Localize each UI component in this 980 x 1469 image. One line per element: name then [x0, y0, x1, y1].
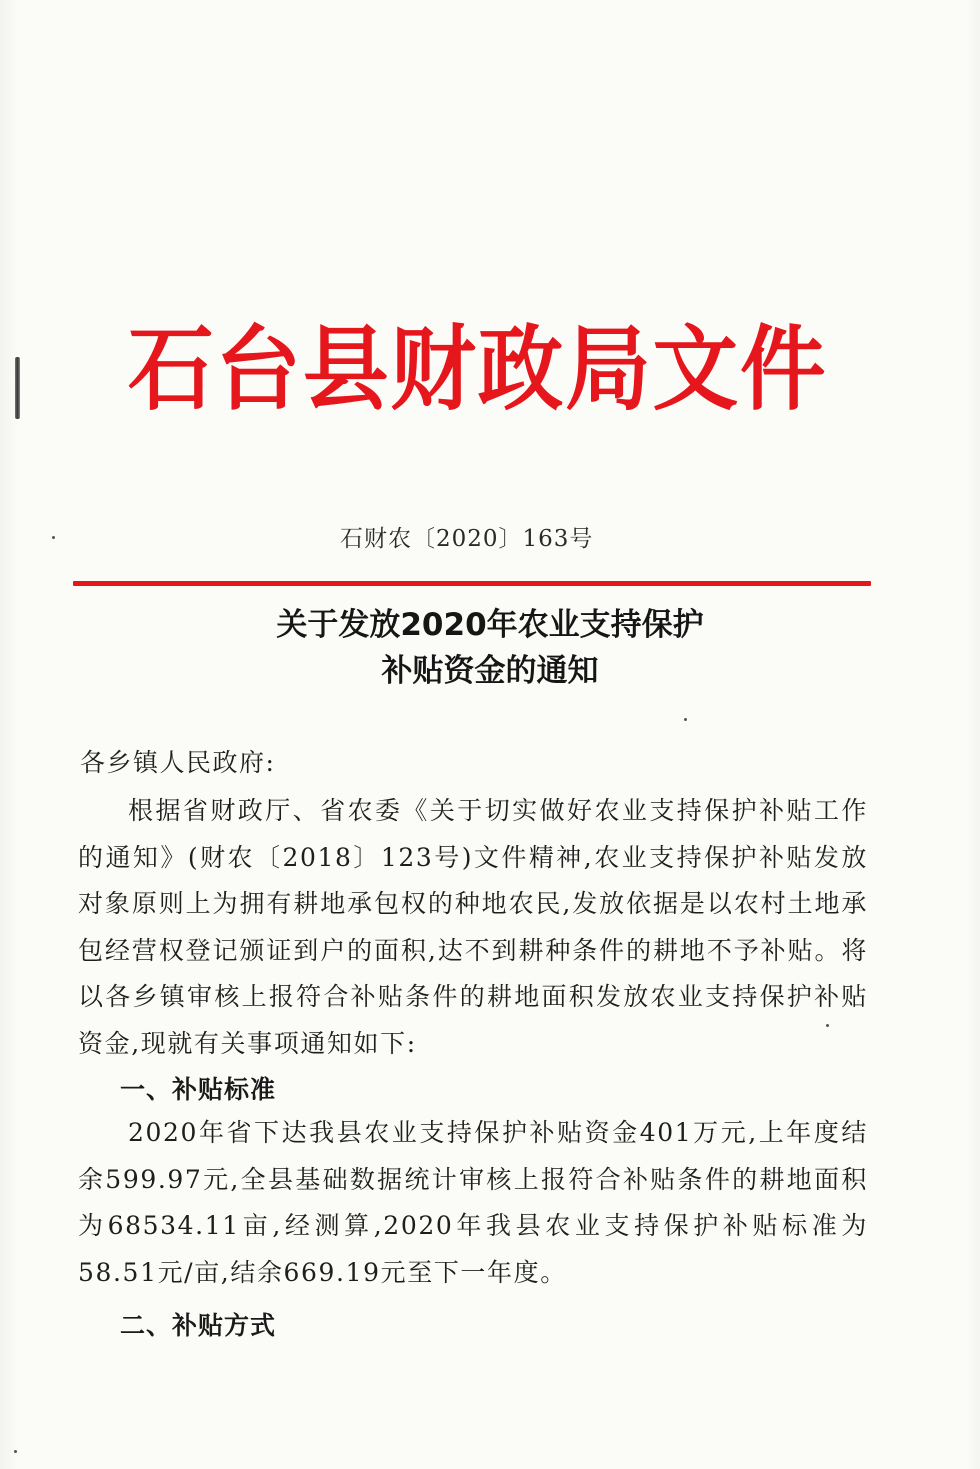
issuing-authority-header: 石台县财政局文件	[128, 316, 828, 423]
notice-title-line-2: 补贴资金的通知	[381, 653, 599, 689]
red-divider-line	[73, 581, 871, 586]
salutation: 各乡镇人民政府:	[80, 748, 276, 777]
scan-speck	[52, 536, 55, 539]
body-paragraph-2: 2020年省下达我县农业支持保护补贴资金401万元,上年度结余599.97元,全县基础数据统计审核上报符合补贴条件的耕地面积为68534.11亩,经测算,2020年我县农业支持保护补贴标准为58.51元/亩,结余669.19元至下一年度。	[78, 1118, 868, 1287]
scan-speck	[684, 718, 687, 721]
body-paragraph-2-block	[78, 1110, 868, 1296]
body-paragraph-1: 根据省财政厅、省农委《关于切实做好农业支持保护补贴工作的通知》(财农〔2018〕123号)文件精神,农业支持保护补贴发放对象原则上为拥有耕地承包权的种地农民,发放依据是以农村土地承包经营权登记颁证到户的面积,达不到耕种条件的耕地不予补贴。将以各乡镇审核上报符合补贴条件的耕地面积发放农业支持保护补贴资金,现就有关事项通知如下:	[78, 796, 868, 1058]
body-paragraph-1-block	[78, 788, 868, 1067]
staple-mark	[15, 357, 20, 419]
document-number: 石财农〔2020〕163号	[340, 526, 594, 552]
notice-title	[150, 602, 830, 694]
notice-title-line-1: 关于发放2020年农业支持保护	[276, 607, 704, 643]
scan-speck	[14, 1450, 17, 1453]
section-1-heading: 一、补贴标准	[120, 1075, 277, 1104]
section-2-heading: 二、补贴方式	[120, 1311, 277, 1340]
